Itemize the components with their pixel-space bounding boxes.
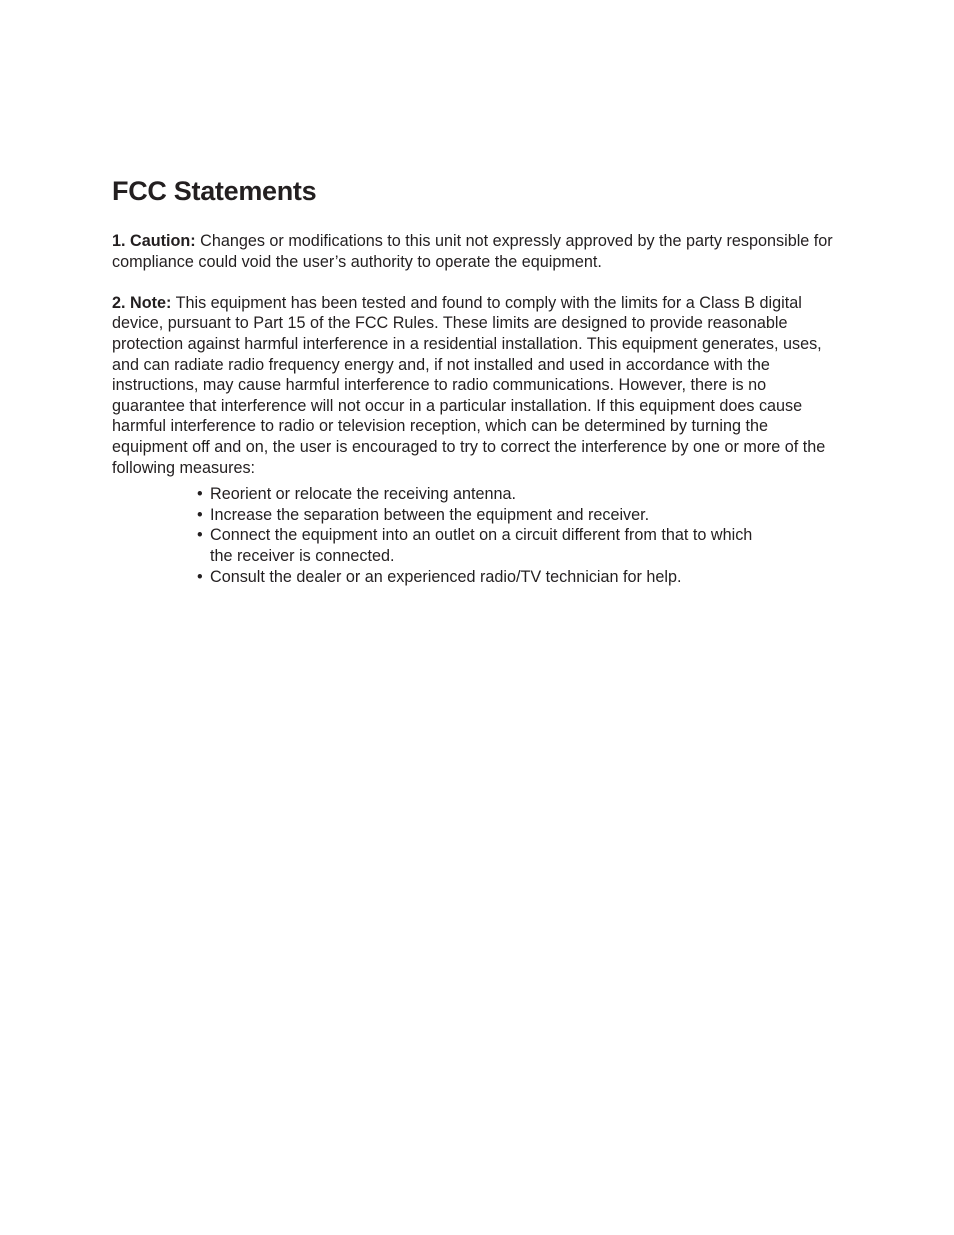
list-item xyxy=(197,525,757,566)
bullet-icon: • xyxy=(197,485,203,504)
list-item xyxy=(197,505,757,526)
measures-list xyxy=(197,484,757,587)
list-item xyxy=(197,484,757,505)
list-item xyxy=(197,567,757,588)
measure-text: Reorient or relocate the receiving antenna. xyxy=(210,485,516,504)
caution-text: Changes or modifications to this unit not expressly approved by the party responsible for compliance could void the user’s authority to operate the equipment. xyxy=(112,232,833,271)
document-page xyxy=(112,173,842,587)
bullet-icon: • xyxy=(197,526,203,545)
bullet-icon: • xyxy=(197,567,203,586)
note-text: This equipment has been tested and found to comply with the limits for a Class B digital device, pursuant to Part 15 of the FCC Rules. These limits are designed to provide reasonable protection against harmful interference in a residential installation. This equipment generates, uses, and can radiate radio frequency energy and, if not installed and used in accordance with the instructions, may cause harmful interference to radio communications. However, there is no guarantee that interference will not occur in a particular installation. If this equipment does cause harmful interference to radio or television reception, which can be determined by turning the equipment off and on, the user is encouraged to try to correct the interference by one or more of the following measures: xyxy=(112,293,826,477)
measure-text: Consult the dealer or an experienced radio/TV technician for help. xyxy=(210,567,682,586)
measure-text: Connect the equipment into an outlet on a circuit different from that to which the receiver is connected. xyxy=(210,526,753,565)
bullet-icon: • xyxy=(197,505,203,524)
caution-lead: 1. Caution: xyxy=(112,232,196,250)
page-title: FCC Statements xyxy=(112,176,317,206)
caution-paragraph xyxy=(112,231,842,272)
note-paragraph xyxy=(112,293,842,478)
measure-text: Increase the separation between the equipment and receiver. xyxy=(210,505,650,524)
note-lead: 2. Note: xyxy=(112,293,172,312)
